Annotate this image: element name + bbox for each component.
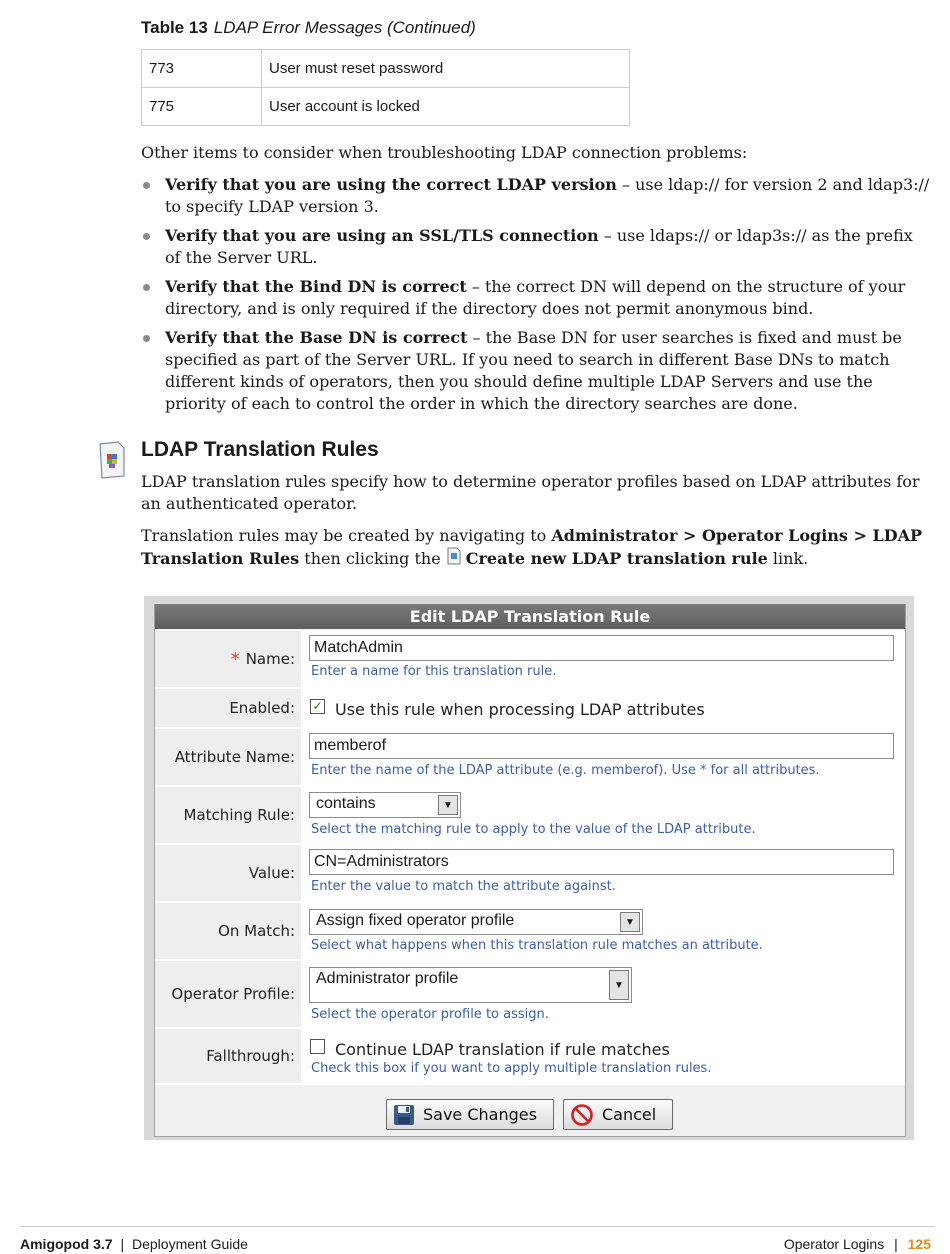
- footer-separator: |: [894, 1236, 898, 1252]
- list-item: [141, 174, 931, 218]
- table-row: [142, 88, 630, 126]
- table-row: [142, 50, 630, 88]
- onmatch-label: On Match:: [155, 903, 301, 959]
- form-screenshot: [144, 596, 914, 1140]
- attribute-row: [155, 729, 905, 787]
- edit-rule-form: [154, 604, 906, 1137]
- bullet-title: Verify that the Bind DN is correct: [165, 277, 467, 296]
- bullet-icon: [143, 233, 150, 240]
- save-button-label: Save Changes: [423, 1105, 537, 1124]
- error-table: [141, 49, 630, 126]
- troubleshooting-list: [141, 174, 931, 422]
- attribute-label: Attribute Name:: [155, 729, 301, 785]
- list-item: [141, 327, 931, 415]
- nav-path: Administrator > Operator Logins > LDAP Translation Rules: [141, 526, 923, 568]
- create-rule-icon: [446, 547, 462, 565]
- attribute-hint: Enter the name of the LDAP attribute (e.g. memberof). Use * for all attributes.: [311, 763, 820, 778]
- document-icon: [98, 441, 126, 479]
- bullet-text: – the Base DN for user searches is fixed and must be specified as part of the Server URL. If you need to search in different Base DNs to match different kinds of operators, then you should define multiple LDAP Servers and use the priority of each to control the order in which the directory searches are done.: [165, 328, 902, 413]
- matching-row: [155, 787, 905, 845]
- intro-paragraph: Other items to consider when troubleshooting LDAP connection problems:: [141, 143, 748, 162]
- create-rule-link[interactable]: Create new LDAP translation rule: [465, 549, 768, 568]
- section-heading: LDAP Translation Rules: [141, 438, 379, 461]
- fallthrough-hint: Check this box if you want to apply multiple translation rules.: [311, 1061, 712, 1076]
- cancel-button[interactable]: [563, 1099, 673, 1130]
- required-marker: *: [230, 648, 240, 670]
- chevron-down-icon[interactable]: ▼: [609, 970, 629, 1000]
- enabled-row: [155, 689, 905, 729]
- profile-row: [155, 961, 905, 1029]
- error-message: User must reset password: [262, 50, 630, 88]
- fallthrough-checkbox[interactable]: [310, 1039, 325, 1054]
- footer-left: [20, 1236, 248, 1252]
- fallthrough-row: [155, 1029, 905, 1085]
- name-label: [155, 631, 301, 687]
- bullet-text: – use ldap:// for version 2 and ldap3:// to specify LDAP version 3.: [165, 175, 930, 216]
- profile-hint: Select the operator profile to assign.: [311, 1007, 549, 1022]
- onmatch-hint: Select what happens when this translation rule matches an attribute.: [311, 938, 763, 953]
- table-caption: [141, 18, 476, 38]
- footer-divider: [20, 1226, 935, 1227]
- name-input[interactable]: MatchAdmin: [309, 635, 894, 661]
- value-input[interactable]: CN=Administrators: [309, 849, 894, 875]
- footer-section: Operator Logins: [783, 1236, 885, 1252]
- matching-value: contains: [316, 795, 376, 812]
- bullet-icon: [143, 182, 150, 189]
- value-row: [155, 845, 905, 903]
- button-row: [155, 1085, 905, 1136]
- fallthrough-label: Fallthrough:: [155, 1029, 301, 1083]
- footer-separator: |: [120, 1236, 125, 1252]
- fallthrough-checkbox-label: Continue LDAP translation if rule matches: [335, 1040, 670, 1059]
- nav-text: then clicking the: [299, 549, 446, 568]
- footer-right: [784, 1236, 931, 1252]
- name-label-text: Name:: [245, 650, 295, 668]
- table-number: Table 13: [141, 18, 208, 37]
- matching-hint: Select the matching rule to apply to the value of the LDAP attribute.: [311, 822, 756, 837]
- error-code: 775: [142, 88, 262, 126]
- chevron-down-icon[interactable]: ▼: [620, 912, 640, 932]
- save-button[interactable]: [386, 1099, 554, 1130]
- save-icon: [393, 1104, 415, 1126]
- error-message: User account is locked: [262, 88, 630, 126]
- profile-select[interactable]: [309, 967, 632, 1003]
- error-code: 773: [142, 50, 262, 88]
- onmatch-row: [155, 903, 905, 961]
- cancel-button-label: Cancel: [602, 1105, 657, 1124]
- bullet-text: – the correct DN will depend on the structure of your directory, and is only required if the directory does not permit anonymous bind.: [165, 277, 906, 318]
- page-number: 125: [907, 1236, 931, 1252]
- matching-select[interactable]: [309, 792, 461, 818]
- navigation-paragraph: [141, 525, 931, 570]
- nav-text: link.: [767, 549, 809, 568]
- list-item: [141, 225, 931, 269]
- bullet-title: Verify that the Base DN is correct: [165, 328, 468, 347]
- footer-guide: Deployment Guide: [131, 1236, 248, 1252]
- attribute-input[interactable]: memberof: [309, 733, 894, 759]
- bullet-icon: [143, 284, 150, 291]
- bullet-text: – use ldaps:// or ldap3s:// as the prefix of the Server URL.: [165, 226, 913, 267]
- profile-label: Operator Profile:: [155, 961, 301, 1027]
- bullet-icon: [143, 335, 150, 342]
- enabled-label: Enabled:: [155, 689, 301, 727]
- nav-text: Translation rules may be created by navigating to: [141, 526, 552, 545]
- value-label: Value:: [155, 845, 301, 901]
- cancel-icon: [570, 1103, 594, 1127]
- onmatch-select[interactable]: [309, 909, 643, 935]
- footer-product: Amigopod 3.7: [20, 1236, 113, 1252]
- bullet-title: Verify that you are using the correct LDAP version: [165, 175, 617, 194]
- bullet-title: Verify that you are using an SSL/TLS connection: [165, 226, 599, 245]
- table-title: LDAP Error Messages (Continued): [213, 18, 476, 37]
- chevron-down-icon[interactable]: ▼: [438, 795, 458, 815]
- section-paragraph: LDAP translation rules specify how to determine operator profiles based on LDAP attributes for an authenticated operator.: [141, 472, 920, 513]
- onmatch-value: Assign fixed operator profile: [316, 912, 515, 929]
- form-title: Edit LDAP Translation Rule: [155, 604, 905, 629]
- list-item: [141, 276, 931, 320]
- name-row: [155, 631, 905, 689]
- matching-label: Matching Rule:: [155, 787, 301, 843]
- enabled-checkbox-label: Use this rule when processing LDAP attributes: [335, 700, 705, 719]
- enabled-checkbox[interactable]: ✓: [310, 699, 325, 714]
- value-hint: Enter the value to match the attribute against.: [311, 879, 616, 894]
- name-hint: Enter a name for this translation rule.: [311, 664, 557, 679]
- profile-value: Administrator profile: [316, 970, 459, 987]
